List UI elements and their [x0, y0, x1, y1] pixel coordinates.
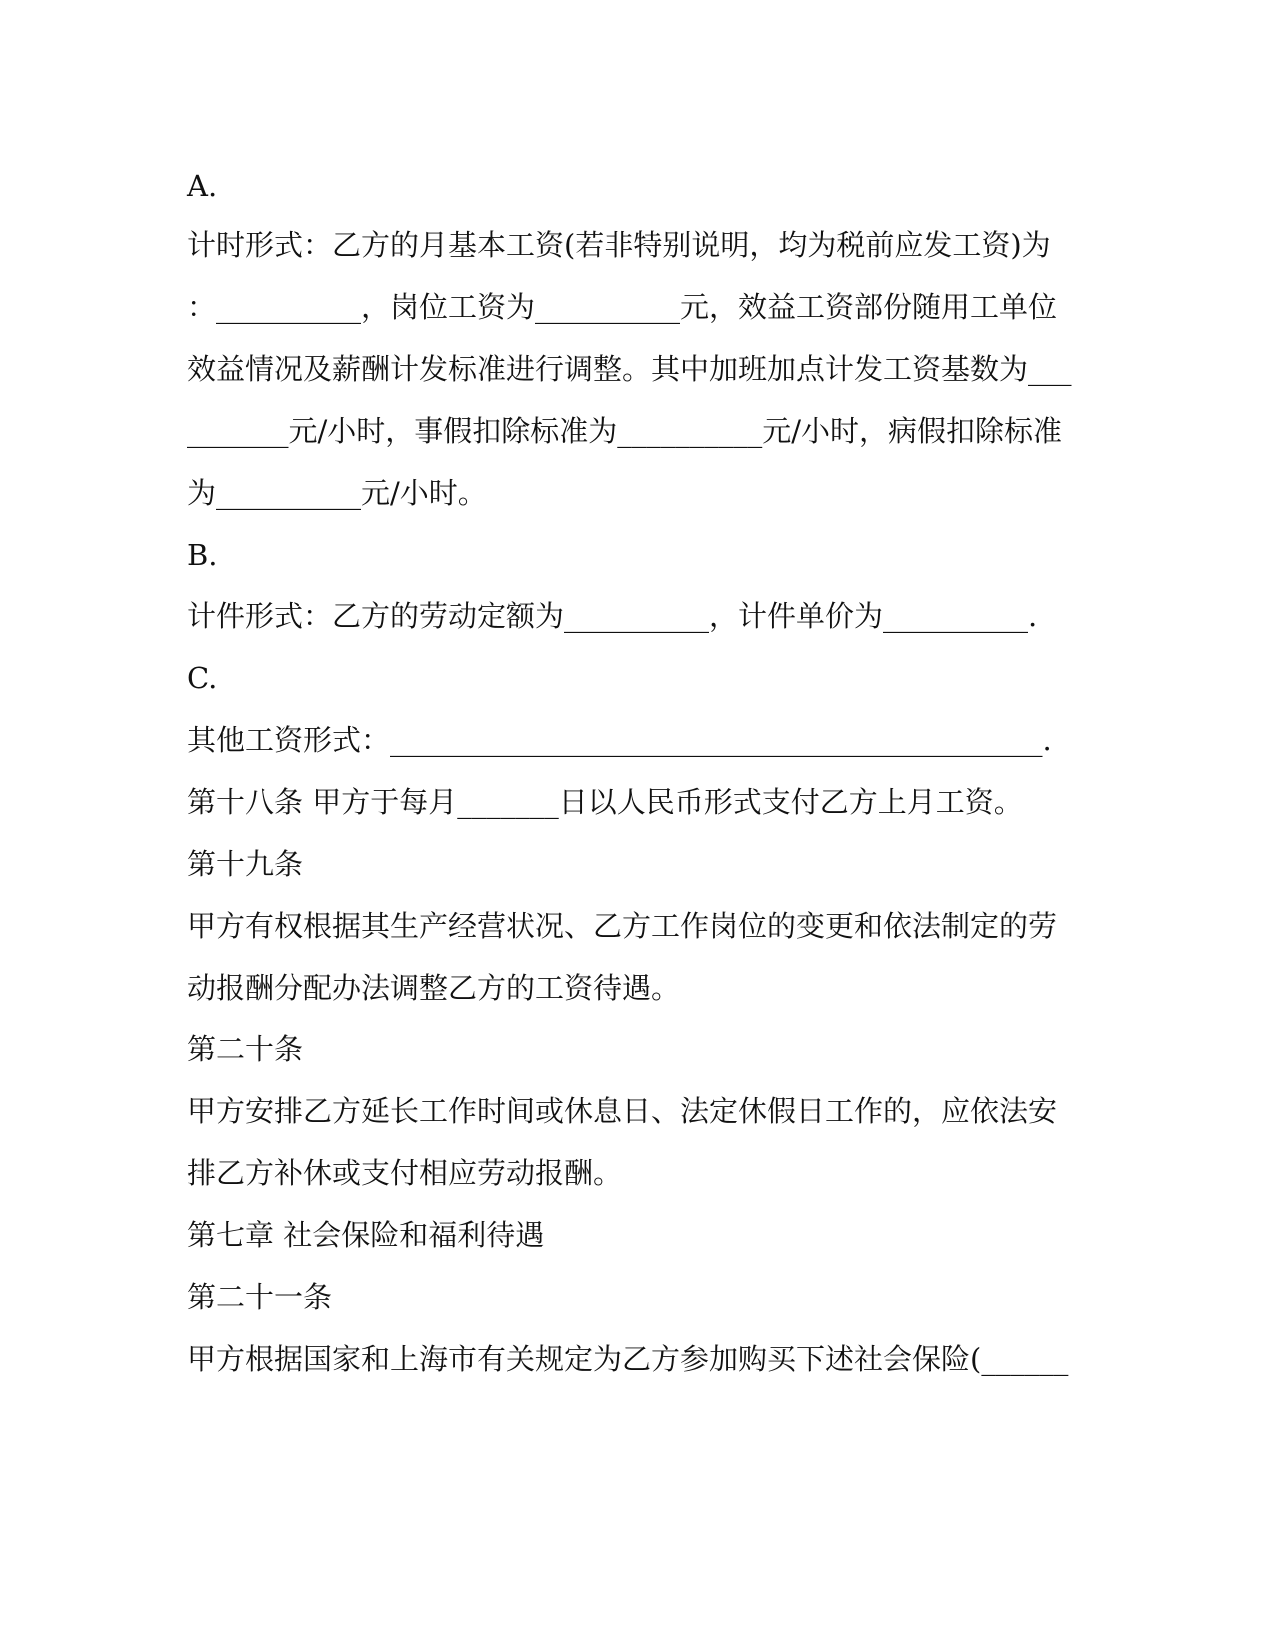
section-c-label: C.: [187, 661, 218, 695]
paragraph-line: 计件形式：乙方的劳动定额为__________，计件单价为__________.: [187, 599, 1038, 633]
paragraph-line: 甲方根据国家和上海市有关规定为乙方参加购买下述社会保险(______: [187, 1342, 1069, 1376]
paragraph-line: ：__________，岗位工资为__________元，效益工资部份随用工单位: [187, 290, 1058, 324]
paragraph-line: 其他工资形式：_____________________________________________.: [187, 723, 1052, 757]
article-19-heading: 第十九条: [187, 847, 304, 881]
article-20-heading: 第二十条: [187, 1032, 304, 1066]
paragraph-line: 效益情况及薪酬计发标准进行调整。其中加班加点计发工资基数为___: [187, 352, 1072, 386]
section-a-label: A.: [187, 169, 218, 203]
paragraph-line: 排乙方补休或支付相应劳动报酬。: [187, 1156, 623, 1190]
section-b-label: B.: [187, 538, 218, 572]
chapter-7-heading: 第七章 社会保险和福利待遇: [187, 1218, 545, 1252]
article-21-heading: 第二十一条: [187, 1280, 333, 1314]
article-18: 第十八条 甲方于每月_______日以人民币形式支付乙方上月工资。: [187, 785, 1023, 819]
paragraph-line: 甲方有权根据其生产经营状况、乙方工作岗位的变更和依法制定的劳: [187, 909, 1058, 943]
paragraph-line: 动报酬分配办法调整乙方的工资待遇。: [187, 971, 681, 1005]
paragraph-line: 为__________元/小时。: [187, 476, 487, 510]
paragraph-line: _______元/小时，事假扣除标准为__________元/小时，病假扣除标准: [187, 414, 1063, 448]
paragraph-line: 甲方安排乙方延长工作时间或休息日、法定休假日工作的，应依法安: [187, 1094, 1058, 1128]
paragraph-line: 计时形式：乙方的月基本工资(若非特别说明，均为税前应发工资)为: [187, 228, 1051, 262]
